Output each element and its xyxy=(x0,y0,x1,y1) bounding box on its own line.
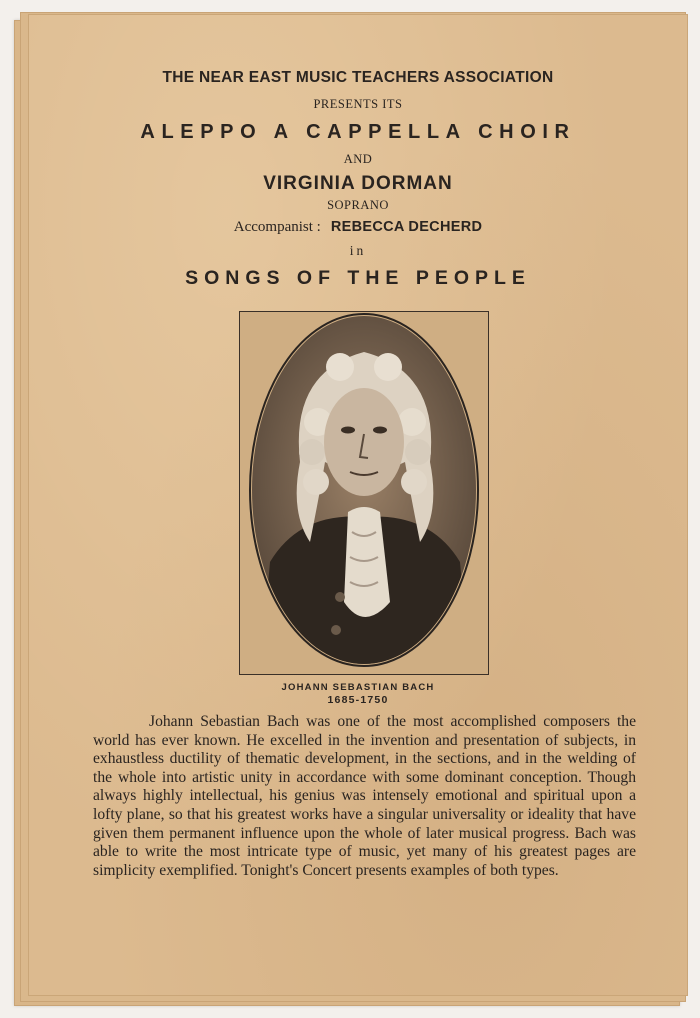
accompanist-label: Accompanist : xyxy=(233,219,321,235)
concert-title: SONGS OF THE PEOPLE xyxy=(185,267,531,289)
portrait-caption-dates: 1685-1750 xyxy=(327,694,389,706)
choir-title: ALEPPO A CAPPELLA CHOIR xyxy=(140,121,576,143)
accompanist-line xyxy=(29,219,687,236)
portrait-caption-name: JOHANN SEBASTIAN BACH xyxy=(281,682,435,693)
in-line: in xyxy=(349,243,367,258)
association-heading: THE NEAR EAST MUSIC TEACHERS ASSOCIATION xyxy=(162,69,554,86)
bach-portrait xyxy=(239,311,489,675)
soloist-role: SOPRANO xyxy=(327,198,389,212)
and-line: AND xyxy=(343,152,373,166)
portrait-illustration xyxy=(240,312,488,674)
program-sheet xyxy=(28,14,688,996)
soloist-name: VIRGINIA DORMAN xyxy=(263,173,453,194)
bach-biography-paragraph: Johann Sebastian Bach was one of the most accomplished composers the world has ever known. He excelled in the invention and presentation of subjects, in exhaustless ductility of thematic development, in the sections, and in the welding of the whole into artistic unity in accordance with some dominant conception. Though always highly intellectual, his genius was intensely emotional and spiritual upon a lofty plane, so that his greatest works have a singular universality or ideality that have given them permanent influence upon the whole of later musical progress. Bach was able to write the most intricate type of music, yet many of his greatest pages are simplicity exemplified. Tonight's Concert presents examples of both types. xyxy=(93,713,636,879)
presents-line: PRESENTS ITS xyxy=(313,97,403,111)
face-shape xyxy=(324,388,404,496)
accompanist-name: REBECCA DECHERD xyxy=(330,219,483,235)
